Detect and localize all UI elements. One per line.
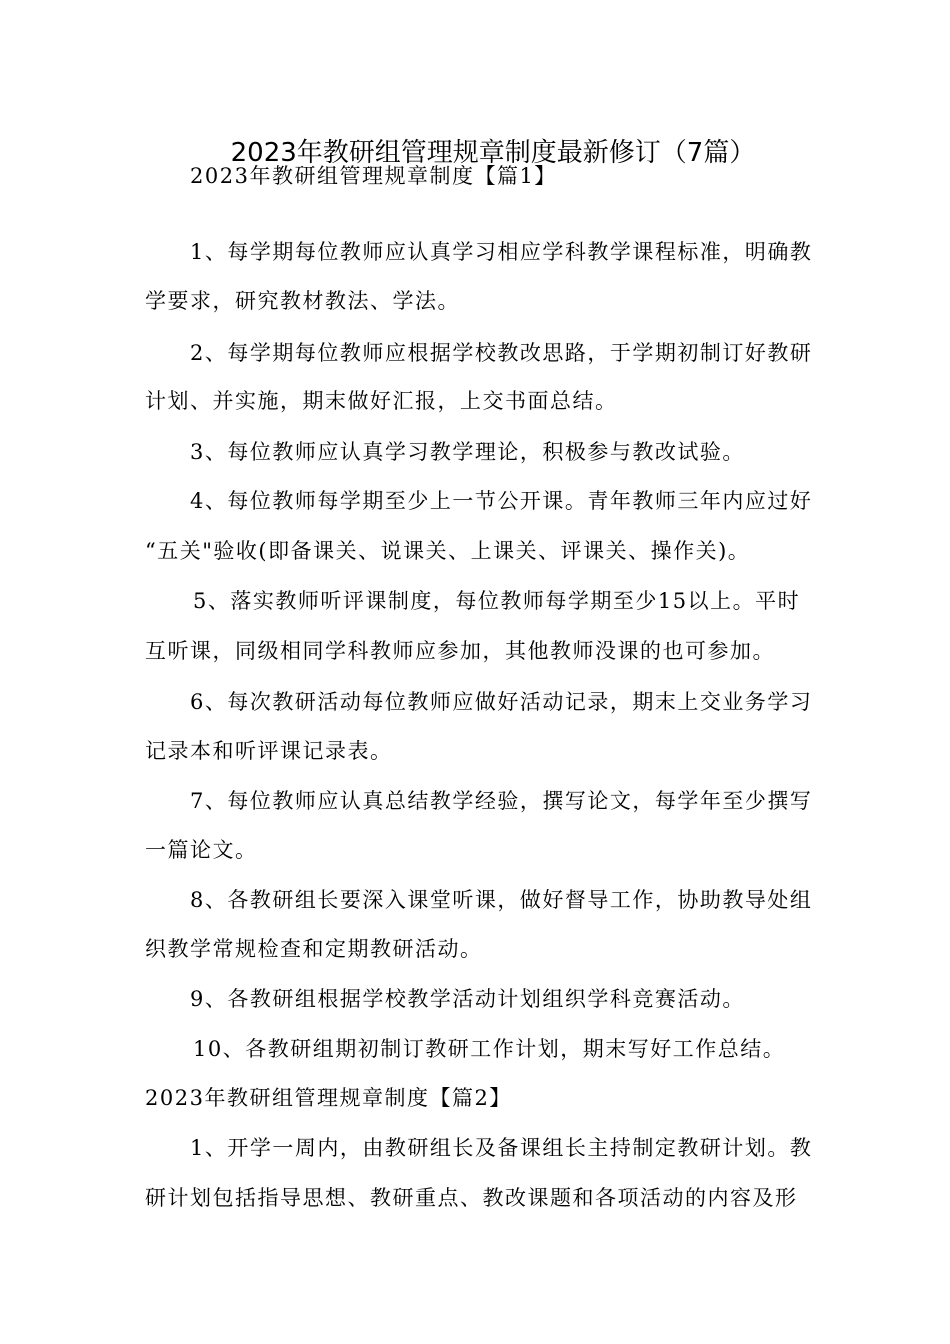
item-10-line-1: 10、各教研组期初制订教研工作计划，期末写好工作总结。: [193, 1037, 786, 1061]
item-1-line-2: 学要求，研究教材教法、学法。: [145, 289, 460, 313]
item-2-line-2: 计划、并实施，期末做好汇报，上交书面总结。: [145, 389, 618, 413]
s2-item-1-line-2: 研计划包括指导思想、教研重点、教改课题和各项活动的内容及形: [145, 1186, 798, 1210]
item-6-line-1: 6、每次教研活动每位教师应做好活动记录，期末上交业务学习: [190, 690, 813, 714]
item-5-line-1: 5、落实教师听评课制度，每位教师每学期至少15以上。平时: [193, 589, 801, 613]
item-4-line-2: “五关"验收(即备课关、说课关、上课关、评课关、操作关)。: [145, 539, 751, 563]
document-title: 2023年教研组管理规章制度最新修订（7篇）: [230, 138, 756, 168]
item-6-line-2: 记录本和听评课记录表。: [145, 739, 393, 763]
section-heading-1: 2023年教研组管理规章制度【篇1】: [190, 164, 557, 188]
item-2-line-1: 2、每学期每位教师应根据学校教改思路，于学期初制订好教研: [190, 341, 813, 365]
item-8-line-1: 8、各教研组长要深入课堂听课，做好督导工作，协助教导处组: [190, 888, 813, 912]
item-4-line-1: 4、每位教师每学期至少上一节公开课。青年教师三年内应过好: [190, 489, 813, 513]
s2-item-1-line-1: 1、开学一周内，由教研组长及备课组长主持制定教研计划。教: [190, 1136, 813, 1160]
section-heading-2: 2023年教研组管理规章制度【篇2】: [145, 1086, 512, 1110]
item-3-line-1: 3、每位教师应认真学习教学理论，积极参与教改试验。: [190, 440, 745, 464]
item-5-line-2: 互听课，同级相同学科教师应参加，其他教师没课的也可参加。: [145, 639, 775, 663]
item-9-line-1: 9、各教研组根据学校教学活动计划组织学科竞赛活动。: [190, 987, 745, 1011]
item-7-line-2: 一篇论文。: [145, 838, 258, 862]
item-7-line-1: 7、每位教师应认真总结教学经验，撰写论文，每学年至少撰写: [190, 789, 813, 813]
item-8-line-2: 织教学常规检查和定期教研活动。: [145, 937, 483, 961]
item-1-line-1: 1、每学期每位教师应认真学习相应学科教学课程标准，明确教: [190, 240, 813, 264]
